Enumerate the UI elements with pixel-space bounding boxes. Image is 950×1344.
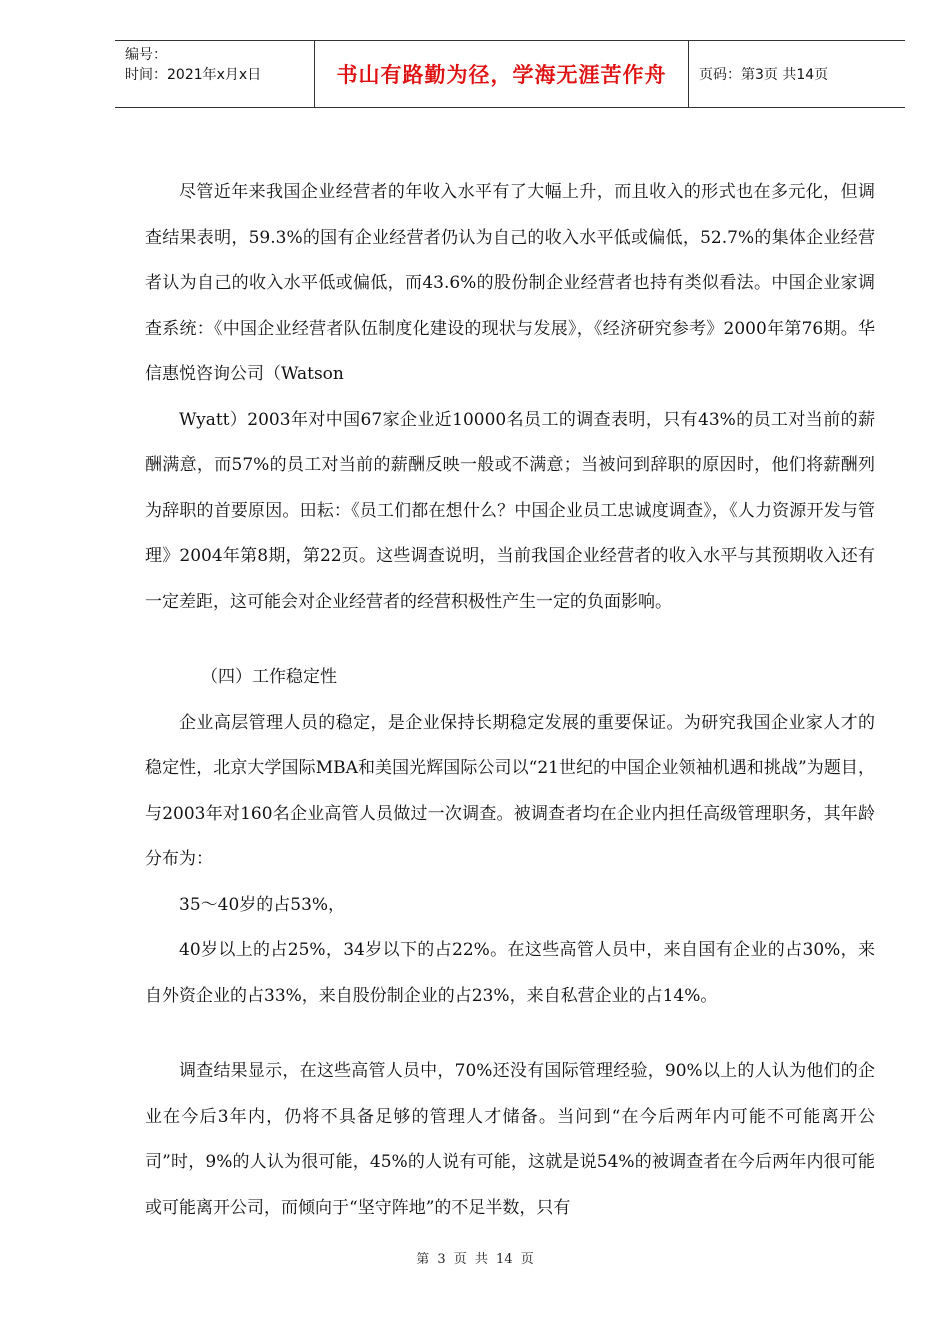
header-number-label: 编号： — [125, 47, 167, 63]
paragraph-1: 尽管近年来我国企业经营者的年收入水平有了大幅上升，而且收入的形式也在多元化，但调查结果表明，59.3%的国有企业经营者仍认为自己的收入水平低或偏低，52.7%的集体企业经营者认为自己的收入水平低或偏低，而43.6%的股份制企业经营者也持有类似看法。中国企业家调查系统：《中国企业经营者队伍制度化建设的现状与发展》，《经济研究参考》2000年第76期。华信惠悦咨询公司（Watson — [145, 182, 875, 384]
header-meta — [115, 41, 315, 107]
section-heading: （四）工作稳定性 — [201, 667, 337, 687]
paragraph-6: 调查结果显示，在这些高管人员中，70%还没有国际管理经验，90%以上的人认为他们的企业在今后3年内，仍将不具备足够的管理人才储备。当问到“在今后两年内可能不可能离开公司”时，9%的人认为很可能，45%的人说有可能，这就是说54%的被调查者在今后两年内很可能或可能离开公司，而倾向于“坚守阵地”的不足半数，只有 — [145, 1061, 875, 1218]
document-body — [145, 170, 875, 1231]
header-page-label: 页码：第3页 共14页 — [699, 67, 829, 83]
paragraph-2: Wyatt）2003年对中国67家企业近10000名员工的调查表明，只有43%的员工对当前的薪酬满意，而57%的员工对当前的薪酬反映一般或不满意；当被问到辞职的原因时，他们将薪酬列为辞职的首要原因。田耘：《员工们都在想什么？中国企业员工忠诚度调查》，《人力资源开发与管理》2004年第8期，第22页。这些调查说明，当前我国企业经营者的收入水平与其预期收入还有一定差距，这可能会对企业经营者的经营积极性产生一定的负面影响。 — [145, 409, 875, 612]
header-motto: 书山有路勤为径，学海无涯苦作舟 — [315, 41, 689, 107]
paragraph-4: 35～40岁的占53%， — [179, 894, 346, 915]
paragraph-3: 企业高层管理人员的稳定，是企业保持长期稳定发展的重要保证。为研究我国企业家人才的稳定性，北京大学国际MBA和美国光辉国际公司以“21世纪的中国企业领袖机遇和挑战”为题目，与2003年对160名企业高管人员做过一次调查。被调查者均在企业内担任高级管理职务，其年龄分布为： — [145, 712, 875, 869]
paragraph-5: 40岁以上的占25%，34岁以下的占22%。在这些高管人员中，来自国有企业的占30%，来自外资企业的占33%，来自股份制企业的占23%，来自私营企业的占14%。 — [145, 940, 875, 1006]
page-header — [115, 40, 905, 108]
header-time-label: 时间：2021年x月x日 — [125, 67, 262, 83]
page-footer: 第 3 页 共 14 页 — [416, 1252, 534, 1267]
